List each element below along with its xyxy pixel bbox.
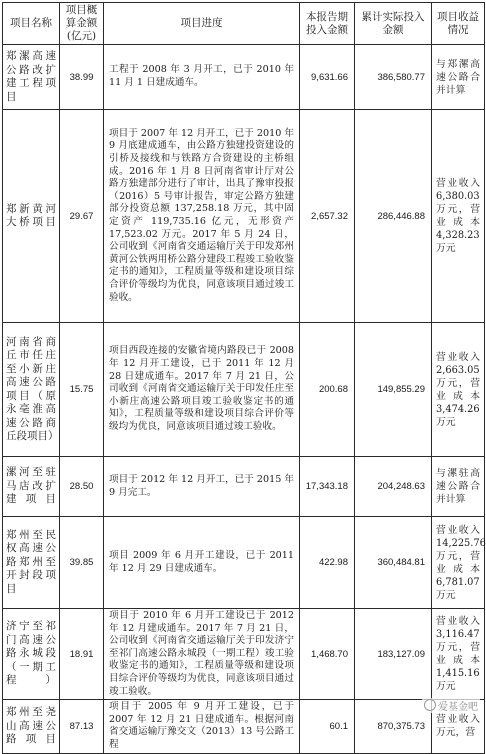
project-investment-table (2, 2, 485, 754)
progress-cell: 项目于 2005 年 9 月开工建设，已于 2007 年 12 月 21 日建成通车。根据河南省交通运输厅豫交文（2013）13 号公路工程 (104, 700, 300, 753)
benefit-cell: 营业收入 3,116.47 万元，营业成本 1,415.16 万元 (432, 609, 485, 700)
progress-cell: 项目 2009 年 6 月开工建设，已于 2011 年 12 月 29 日建成通车。 (104, 517, 300, 609)
report-page (2, 2, 486, 750)
period-investment-cell: 60.1 (300, 700, 355, 753)
period-investment-cell: 9,631.66 (300, 45, 355, 110)
benefit-cell: 营业收入 14,225.76 万元，营业成本 6,781.07 万元 (432, 517, 485, 609)
progress-cell: 项目于 2007 年 12 月开工，已于 2010 年 9 月底建成通车，由公路方独建投资建设的引桥及接线和与铁路方合资建设的主桥组成。2016 年 1 月 8 日河南省审计厅对公路方独建部分进行了审计，出具了豫审投报（2016）5 号审计报告，审定公路方独建部分投资总额 137,258.18 万元，其中固定资产 119,735.16 亿元，无形资产 17,523.02 万元。2017 年 5 月 24 日，公司收到《河南省交通运输厅关于印发郑州黄河公铁两用桥公路分建段工程竣工验收鉴定书的通知》，工程质量等级和建设项目综合评价等级均为优良，同意该项目通过竣工验收。 (104, 110, 300, 323)
header-benefit: 项目收益情况 (432, 3, 485, 45)
cumulative-investment-cell: 870,375.73 (355, 700, 432, 753)
period-investment-cell: 17,343.18 (300, 457, 355, 517)
cumulative-investment-cell: 183,127.09 (355, 609, 432, 700)
budget-cell: 87.13 (60, 700, 104, 753)
table-row (3, 323, 485, 457)
cumulative-investment-cell: 286,446.88 (355, 110, 432, 323)
project-name-cell: 郑州至民权高速公路郑州至开封段项目 (3, 517, 60, 609)
table-header-row (3, 3, 485, 45)
budget-cell: 28.50 (60, 457, 104, 517)
benefit-cell: 与漯驻高速公路合并计算 (432, 457, 485, 517)
watermark-text: 爱基金吧 (438, 702, 478, 713)
project-name-cell: 济宁至祁门高速公路永城段（一期工程） (3, 609, 60, 700)
budget-cell: 29.67 (60, 110, 104, 323)
project-name-cell: 郑州至尧山高速公路项目 (3, 700, 60, 753)
header-cumulative-investment: 累计实际投入金额 (355, 3, 432, 45)
period-investment-cell: 200.68 (300, 323, 355, 457)
header-project-name: 项目名称 (3, 3, 60, 45)
progress-cell: 项目于 2010 年 6 月开工建设已于 2012 年 12 月建成通车。2017 年 7 月 21 日，公司收到《河南省交通运输厅关于印发济宁至祁门高速公路永城段（一期工程）竣工验收鉴定书的通知》，工程质量等级和建设项目综合评价等级均为优良，同意该项目通过竣工验收。 (104, 609, 300, 700)
table-row (3, 110, 485, 323)
cumulative-investment-cell: 386,580.77 (355, 45, 432, 110)
header-period-investment: 本报告期投入金额 (300, 3, 355, 45)
benefit-cell: 营业收入 2,663.05 万元，营业成本 3,474.26 万元 (432, 323, 485, 457)
watermark (422, 698, 480, 713)
table-row (3, 457, 485, 517)
table-row (3, 700, 485, 753)
benefit-cell: 与郑漯高速公路合并计算 (432, 45, 485, 110)
benefit-cell: 营业收入 万元，营 (432, 700, 485, 753)
period-investment-cell: 2,657.32 (300, 110, 355, 323)
header-progress: 项目进度 (104, 3, 300, 45)
cumulative-investment-cell: 360,484.81 (355, 517, 432, 609)
table-row (3, 45, 485, 110)
budget-cell: 15.75 (60, 323, 104, 457)
budget-cell: 18.91 (60, 609, 104, 700)
table-row (3, 609, 485, 700)
budget-cell: 38.99 (60, 45, 104, 110)
project-name-cell: 河南省商丘市任庄至小新庄高速公路项目（原永亳淮高速公路商丘段项目） (3, 323, 60, 457)
header-budget: 项目概算金额(亿元) (60, 3, 104, 45)
progress-cell: 项目西段连接的安徽省境内路段已于 2008 年 12 月开工建设，已于 2011 年 12 月 28 日建成通车。2017 年 7 月 21 日，公司收到《河南省交通运输厅关于印发任庄至小新庄高速公路项目竣工验收鉴定书的通知》，工程质量等级和建设项目综合评价等级均为优良，同意该项目通过竣工验收。 (104, 323, 300, 457)
cumulative-investment-cell: 149,855.29 (355, 323, 432, 457)
watermark-logo-icon (424, 699, 436, 711)
project-name-cell: 郑漯高速公路改扩建工程项目 (3, 45, 60, 110)
period-investment-cell: 422.98 (300, 517, 355, 609)
budget-cell: 39.85 (60, 517, 104, 609)
benefit-cell: 营业收入 6,380.03 万元，营业成本 4,328.23 万元 (432, 110, 485, 323)
progress-cell: 项目于 2012 年 12 月开工，已于 2015 年 9 月完工。 (104, 457, 300, 517)
project-name-cell: 漯河至驻马店改扩建项目 (3, 457, 60, 517)
table-row (3, 517, 485, 609)
period-investment-cell: 1,468.70 (300, 609, 355, 700)
cumulative-investment-cell: 204,248.63 (355, 457, 432, 517)
progress-cell: 工程于 2008 年 3 月开工，已于 2010 年 11 月 1 日建成通车。 (104, 45, 300, 110)
project-name-cell: 郑新黄河大桥项目 (3, 110, 60, 323)
